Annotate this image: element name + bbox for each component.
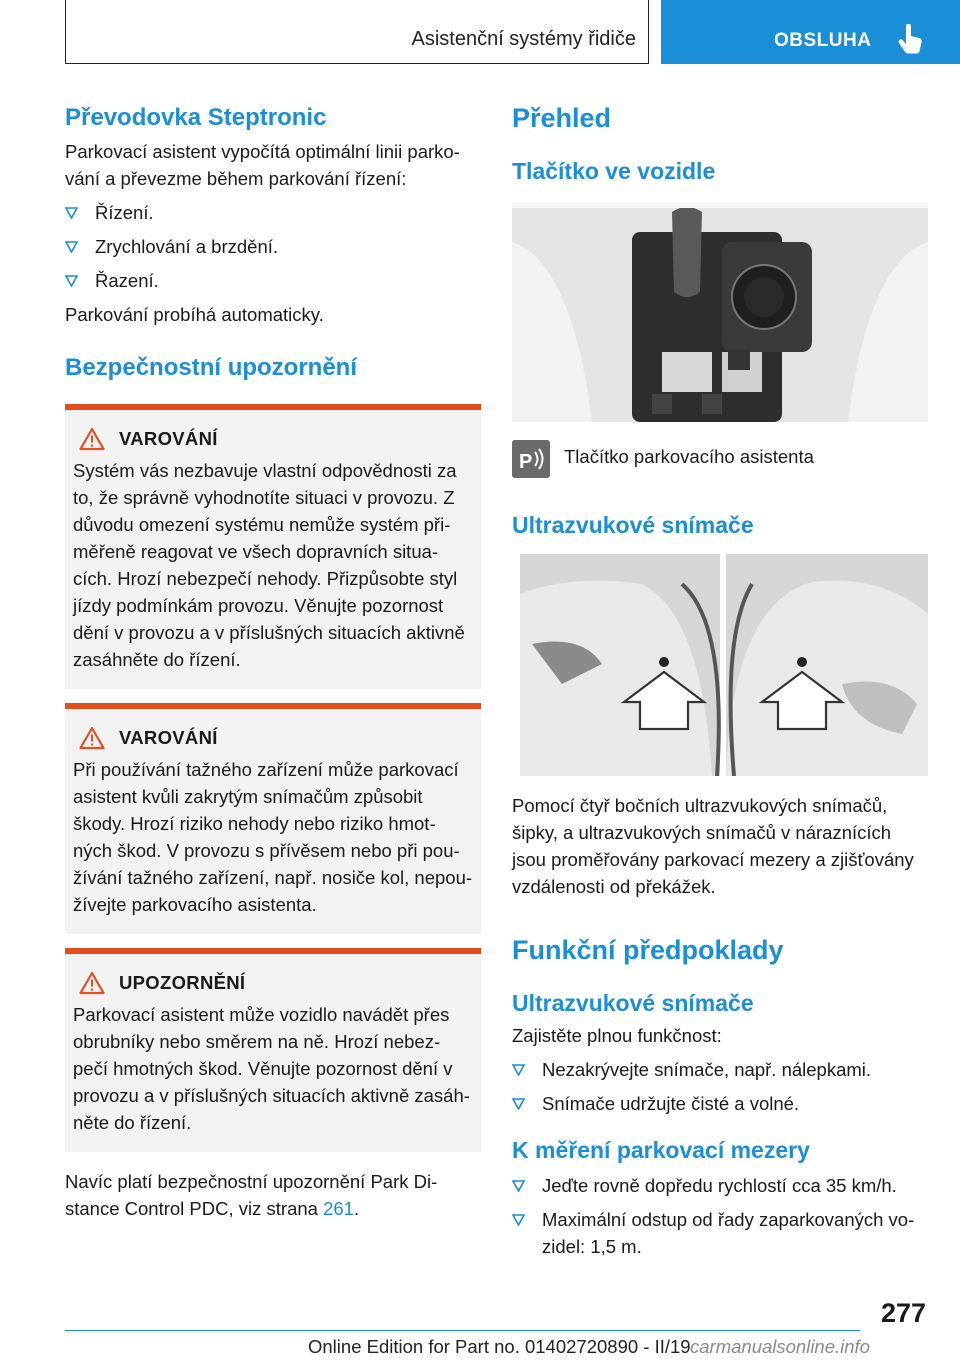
left-column bbox=[65, 100, 481, 1222]
list-item-text: Snímače udržujte čisté a volné. bbox=[542, 1093, 800, 1114]
console-photo bbox=[512, 202, 928, 422]
button-heading: Tlačítko ve vozidle bbox=[512, 158, 716, 184]
list-item-text: Nezakrývejte snímače, např. nálepkami. bbox=[542, 1059, 872, 1080]
warning-triangle-icon bbox=[79, 726, 105, 750]
warning-triangle-icon bbox=[79, 427, 105, 451]
list-item bbox=[512, 1090, 928, 1117]
list-item bbox=[65, 199, 481, 226]
warning-text: Systém vás nezbavuje vlastní odpovědnosti za to, že správně vyhodnotíte situaci v provozu. Z důvodu omezení systému nemůže systém při-měřeně reagovat ve všech dopravních situa-cích. Hrozí nebezpečí nehody. Přizpůsobte styl jízdy podmínkám provozu. Věnujte pozornost dění v provozu a v příslušných situacích aktivně zasáhněte do řízení. bbox=[73, 460, 465, 670]
list-item bbox=[512, 1056, 928, 1083]
page-link[interactable]: 261 bbox=[323, 1198, 354, 1219]
warning-box bbox=[65, 703, 481, 934]
list-item-text: Maximální odstup od řady zaparkovaných vo-zidel: 1,5 m. bbox=[542, 1209, 915, 1257]
warning-label: VAROVÁNÍ bbox=[119, 727, 218, 748]
measure-heading: K měření parkovací mezery bbox=[512, 1137, 810, 1163]
steptronic-heading: Převodovka Steptronic bbox=[65, 104, 327, 131]
warning-text: Při používání tažného zařízení může parkovací asistent kvůli zakrytým snímačům způsobit škody. Hrozí riziko nehody nebo riziko hmot-ných škod. V provozu s přívěsem nebo při pou-žívání tažného zařízení, např. nosiče kol, nepou-žívejte parkovacího asistenta. bbox=[73, 759, 473, 915]
notice-label: UPOZORNĚNÍ bbox=[119, 972, 246, 993]
edition-text: Online Edition for Part no. 01402720890 - II/19 bbox=[308, 1336, 691, 1357]
sensors-text: Pomocí čtyř bočních ultrazvukových snímačů, šipky, a ultrazvukových snímačů v náraznících jsou proměřovány parkovací mezery a zjišťovány vzdálenosti od překážek. bbox=[512, 795, 914, 897]
steptronic-note: Parkování probíhá automaticky. bbox=[65, 304, 324, 325]
overview-heading: Přehled bbox=[512, 103, 612, 133]
list-item bbox=[65, 233, 481, 260]
parking-assistant-button-icon bbox=[512, 440, 550, 478]
triangle-bullet-icon bbox=[512, 1180, 525, 1192]
sensors-illustration bbox=[512, 554, 928, 776]
watermark-text: carmanualsonline.info bbox=[690, 1336, 870, 1357]
page-number: 277 bbox=[880, 1298, 926, 1328]
notice-box bbox=[65, 948, 481, 1152]
button-caption: Tlačítko parkovacího asistenta bbox=[564, 446, 814, 467]
notice-text: Parkovací asistent může vozidlo navádět přes obrubníky nebo směrem na ně. Hrozí nebez-pečí hmotných škod. Věnujte pozornost dění v provozu a v příslušných situacích aktivně zasáh-něte do řízení. bbox=[73, 1004, 470, 1133]
header-chapter-box bbox=[65, 0, 649, 64]
section-tab bbox=[661, 0, 960, 64]
triangle-bullet-icon bbox=[512, 1098, 525, 1110]
safety-footer-paragraph bbox=[65, 1168, 481, 1222]
requirements-sensors-list bbox=[512, 1056, 928, 1117]
list-item bbox=[512, 1206, 928, 1260]
triangle-bullet-icon bbox=[512, 1064, 525, 1076]
safety-footer-text: Navíc platí bezpečnostní upozornění Park Di-stance Control PDC, viz strana bbox=[65, 1171, 438, 1219]
svg-text:P: P bbox=[519, 451, 533, 473]
triangle-bullet-icon bbox=[512, 1214, 525, 1226]
warning-label: VAROVÁNÍ bbox=[119, 428, 218, 449]
safety-heading: Bezpečnostní upozornění bbox=[65, 354, 358, 381]
list-item-text: Jeďte rovně dopředu rychlostí cca 35 km/h. bbox=[542, 1175, 897, 1196]
safety-footer-end: . bbox=[353, 1198, 360, 1219]
sensor-locations-illustration bbox=[512, 554, 928, 776]
requirements-sensors-heading: Ultrazvukové snímače bbox=[512, 990, 754, 1016]
warning-box bbox=[65, 404, 481, 689]
gear-console-illustration bbox=[512, 202, 928, 422]
warning-triangle-icon bbox=[79, 971, 105, 995]
requirements-heading: Funkční předpoklady bbox=[512, 935, 784, 965]
list-item-text: Řazení. bbox=[95, 270, 159, 291]
section-tab-label: OBSLUHA bbox=[774, 30, 872, 51]
measure-list bbox=[512, 1172, 928, 1260]
steptronic-intro: Parkovací asistent vypočítá optimální linii parko-vání a převezme během parkování řízení: bbox=[65, 141, 460, 189]
sensors-heading: Ultrazvukové snímače bbox=[512, 512, 754, 538]
chapter-title: Asistenční systémy řidiče bbox=[411, 28, 636, 50]
steptronic-list bbox=[65, 199, 481, 294]
triangle-bullet-icon bbox=[65, 241, 78, 253]
triangle-bullet-icon bbox=[65, 275, 78, 287]
requirements-sensors-intro: Zajistěte plnou funkčnost: bbox=[512, 1025, 722, 1046]
list-item bbox=[65, 267, 481, 294]
right-column bbox=[512, 100, 928, 1267]
list-item-text: Řízení. bbox=[95, 202, 154, 223]
hand-pointer-icon bbox=[897, 24, 923, 54]
button-caption-row bbox=[512, 440, 928, 478]
triangle-bullet-icon bbox=[65, 207, 78, 219]
list-item bbox=[512, 1172, 928, 1199]
list-item-text: Zrychlování a brzdění. bbox=[95, 236, 279, 257]
footer-divider bbox=[65, 1330, 860, 1331]
